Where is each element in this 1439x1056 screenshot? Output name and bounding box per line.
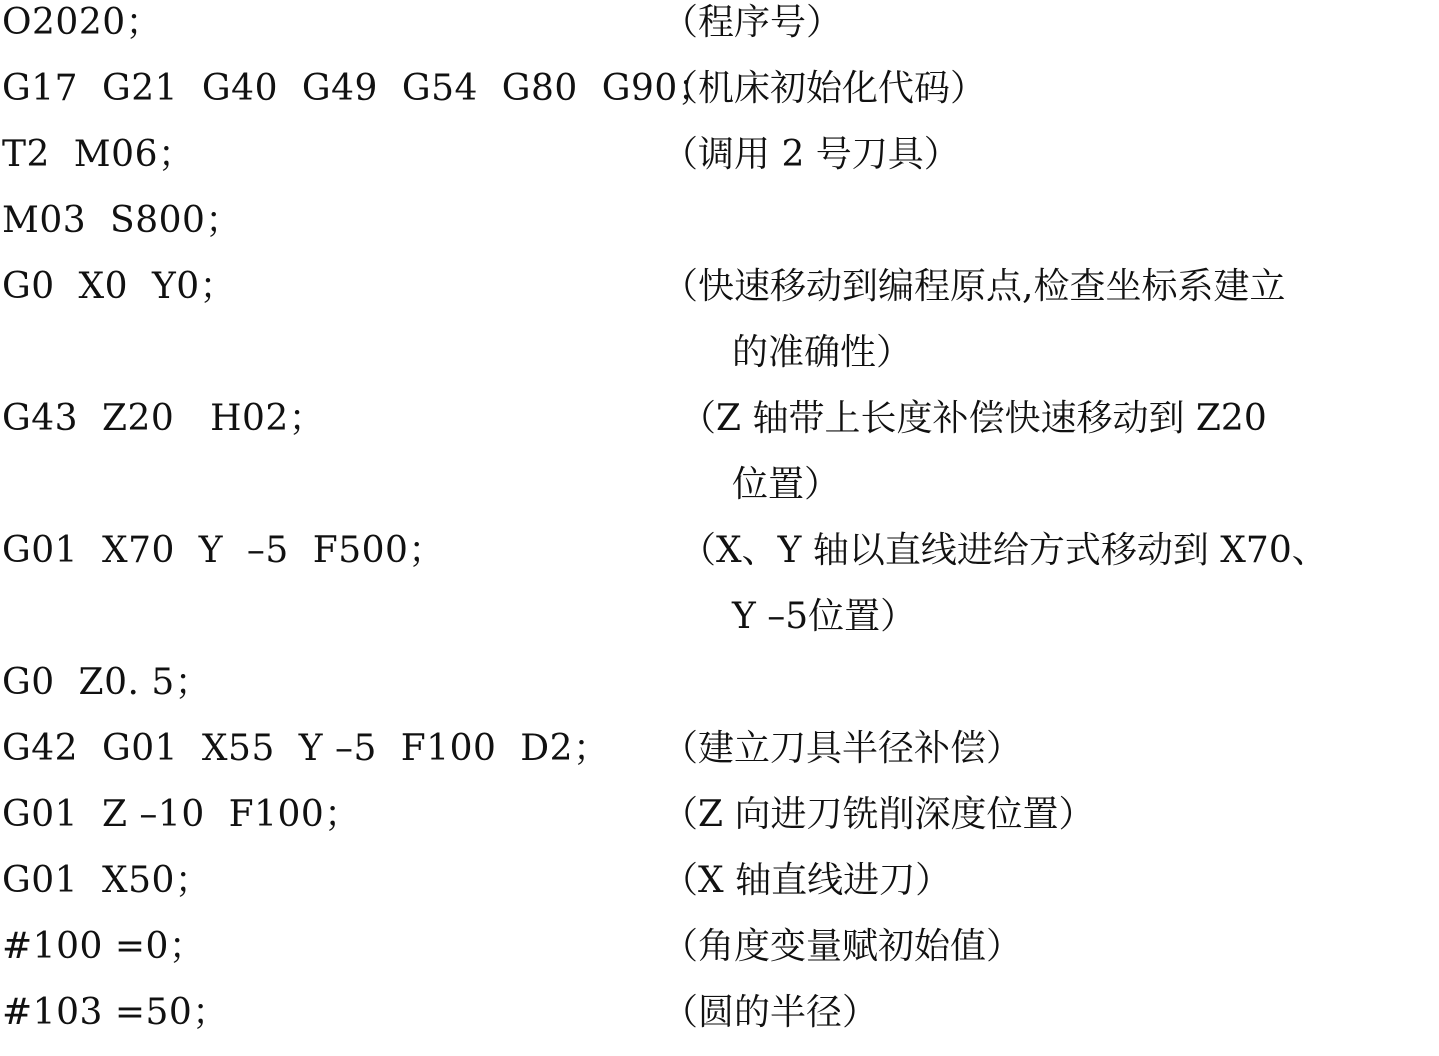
- program-line: [0, 990, 1439, 1056]
- comment-line-2: 位置）: [732, 464, 841, 505]
- code-text: G01 X50；: [2, 860, 212, 901]
- code-text: #103 =50；: [2, 992, 229, 1033]
- comment-text: （调用 2 号刀具）: [662, 134, 960, 175]
- program-line: [0, 396, 1439, 528]
- code-text: G0 Z0. 5；: [2, 662, 212, 703]
- comment-line-2: 的准确性）: [732, 332, 913, 373]
- code-text: G0 X0 Y0；: [2, 266, 237, 307]
- comment-line-1: （快速移动到编程原点,检查坐标系建立: [662, 266, 1286, 307]
- program-line: [0, 528, 1439, 660]
- code-text: O2020；: [2, 2, 163, 43]
- comment-text: （程序号）: [662, 2, 843, 43]
- code-text: G43 Z20 H02；: [2, 398, 326, 439]
- code-text: M03 S800；: [2, 200, 242, 241]
- comment-text: [680, 518, 1437, 650]
- comment-line-2: Y –5位置）: [732, 596, 917, 637]
- code-text: #100 =0；: [2, 926, 206, 967]
- comment-text: [680, 386, 1437, 518]
- comment-line-1: （Z 轴带上长度补偿快速移动到 Z20: [680, 398, 1267, 439]
- code-text: G17 G21 G40 G49 G54 G80 G90；: [2, 68, 715, 109]
- program-line: [0, 264, 1439, 396]
- comment-text: （Z 向进刀铣削深度位置）: [662, 794, 1095, 835]
- program-line: [0, 132, 1439, 198]
- code-text: G01 Z –10 F100；: [2, 794, 361, 835]
- code-text: G01 X70 Y –5 F500；: [2, 530, 445, 571]
- comment-text: （角度变量赋初始值）: [662, 926, 1023, 967]
- comment-text: [662, 254, 1437, 386]
- comment-line-1: （X、Y 轴以直线进给方式移动到 X70、: [680, 530, 1328, 571]
- comment-text: （建立刀具半径补偿）: [662, 728, 1023, 769]
- comment-text: （X 轴直线进刀）: [662, 860, 952, 901]
- code-text: T2 M06；: [2, 134, 195, 175]
- comment-text: （圆的半径）: [662, 992, 879, 1033]
- comment-text: （机床初始化代码）: [662, 68, 987, 109]
- code-text: G42 G01 X55 Y –5 F100 D2；: [2, 728, 610, 769]
